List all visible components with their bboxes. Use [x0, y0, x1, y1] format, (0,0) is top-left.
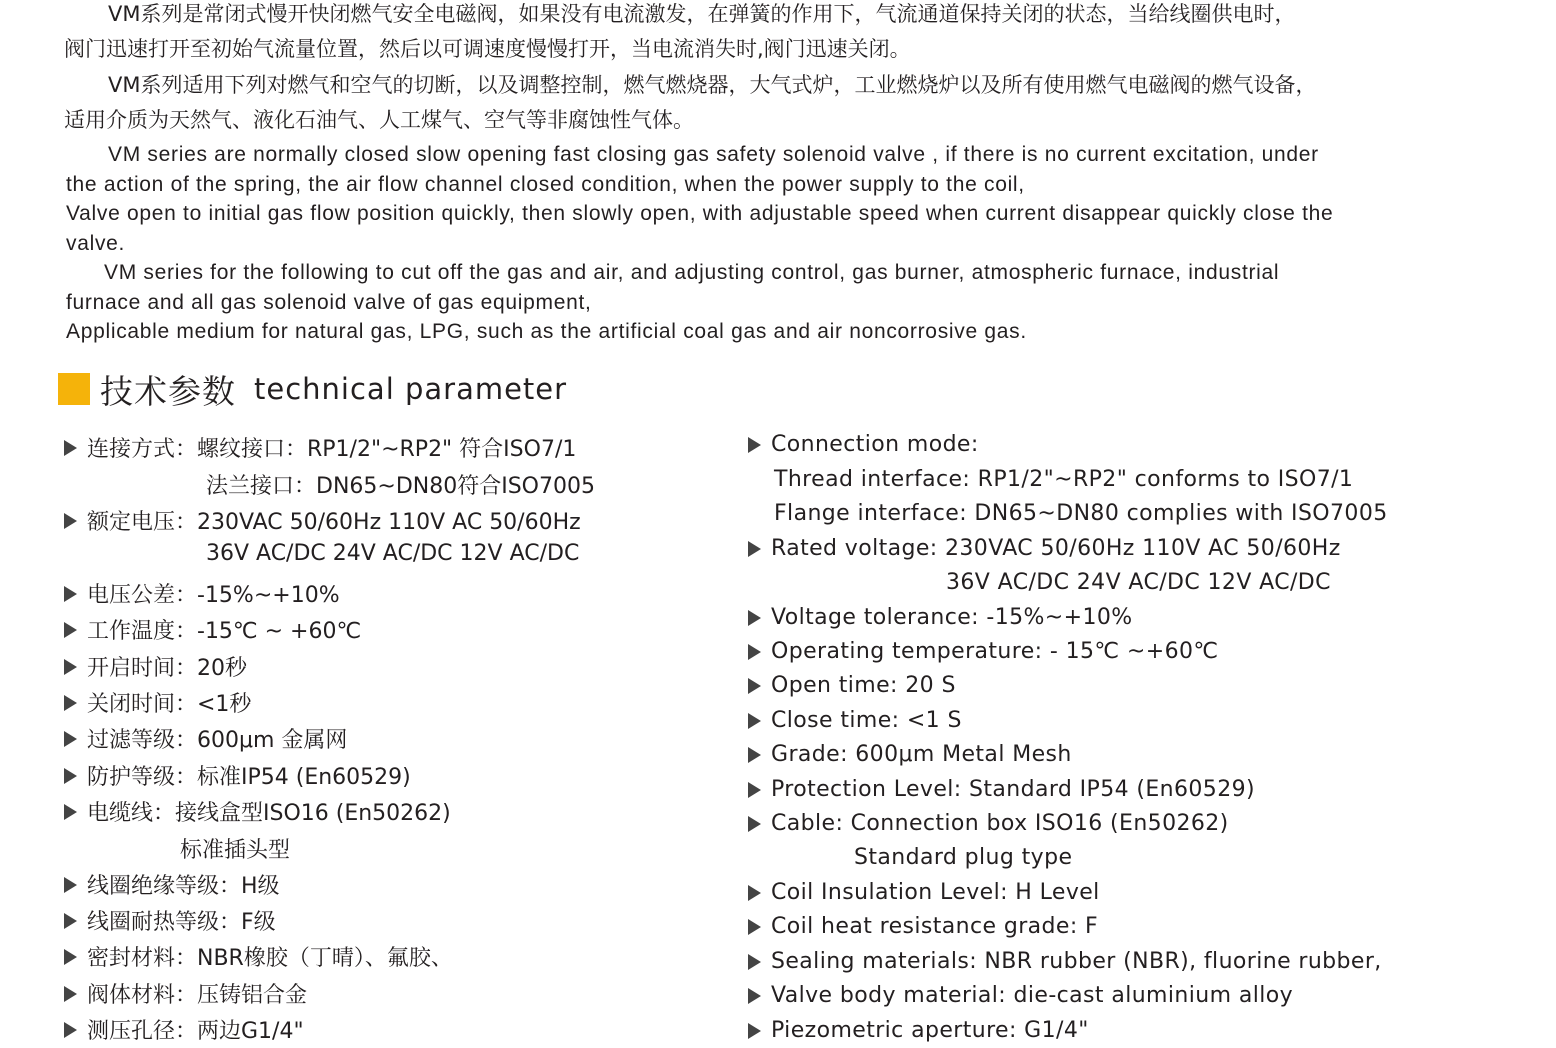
param-item: [64, 505, 581, 536]
param-item: [64, 760, 411, 791]
bullet-triangle-icon: [748, 437, 761, 453]
param-text: 额定电压：230VAC 50/60Hz 110V AC 50/60Hz: [87, 510, 581, 535]
bullet-triangle-icon: [64, 622, 77, 638]
param-text: 线圈耐热等级：F级: [87, 910, 276, 935]
param-text: 关闭时间：<1秒: [87, 692, 252, 717]
intro-en-text: VM series for the following to cut off the gas and air, and adjusting control, gas burner, atmospheric furnace, industrial: [104, 261, 1280, 284]
param-item: [64, 687, 251, 718]
bullet-triangle-icon: [748, 678, 761, 694]
param-text: 过滤等级：600μm 金属网: [87, 728, 348, 753]
param-text: Coil heat resistance grade: F: [771, 914, 1099, 939]
bullet-triangle-icon: [748, 541, 761, 557]
param-item: [748, 1018, 1089, 1043]
intro-en-line-5: [66, 258, 1486, 288]
section-title-zh: 技术参数: [100, 371, 236, 411]
param-item: [748, 983, 1293, 1008]
param-text: Coil Insulation Level: H Level: [771, 880, 1100, 905]
bullet-triangle-icon: [64, 768, 77, 784]
param-text: Voltage tolerance: -15%~+10%: [771, 605, 1133, 630]
param-text: 测压孔径：两边G1/4": [87, 1019, 304, 1044]
param-text: 线圈绝缘等级：H级: [87, 874, 280, 899]
bullet-triangle-icon: [748, 747, 761, 763]
param-item: [64, 723, 347, 754]
intro-en-line-6: furnace and all gas solenoid valve of gas equipment,: [66, 291, 592, 314]
intro-zh-text: VM系列适用下列对燃气和空气的切断，以及调整控制，燃气燃烧器，大气式炉，工业燃烧炉以及所有使用燃气电磁阀的燃气设备，: [108, 73, 1317, 97]
param-continuation: 标准插头型: [180, 838, 291, 863]
param-item: [748, 708, 962, 733]
param-item: [748, 914, 1098, 939]
param-text: Connection mode:: [771, 432, 979, 457]
intro-zh-line-4: 适用介质为天然气、液化石油气、人工煤气、空气等非腐蚀性气体。: [64, 108, 694, 132]
intro-zh-text: VM系列是常闭式慢开快闭燃气安全电磁阀，如果没有电流激发，在弹簧的作用下，气流通道保持关闭的状态，当给线圈供电时，: [108, 2, 1296, 26]
param-item: [64, 432, 576, 463]
param-item: [748, 673, 956, 698]
bullet-triangle-icon: [64, 1022, 77, 1038]
param-text: Piezometric aperture: G1/4": [771, 1018, 1089, 1043]
bullet-triangle-icon: [748, 816, 761, 832]
param-item: [748, 536, 1341, 561]
bullet-triangle-icon: [64, 695, 77, 711]
param-item: [748, 777, 1255, 802]
param-item: [748, 639, 1218, 664]
intro-en-text: VM series are normally closed slow opening fast closing gas safety solenoid valve , if there is no current excitation, under: [108, 143, 1319, 166]
bullet-triangle-icon: [748, 713, 761, 729]
param-item: [748, 949, 1382, 974]
param-text: 阀体材料：压铸铝合金: [87, 983, 308, 1008]
param-continuation: Flange interface: DN65~DN80 complies with ISO7005: [774, 501, 1388, 526]
param-item: [64, 614, 361, 645]
param-continuation: 36V AC/DC 24V AC/DC 12V AC/DC: [206, 541, 580, 566]
bullet-triangle-icon: [64, 731, 77, 747]
param-continuation: 36V AC/DC 24V AC/DC 12V AC/DC: [946, 570, 1331, 595]
intro-en-line-2: the action of the spring, the air flow channel closed condition, when the power supply to the coil,: [66, 173, 1025, 196]
section-title-en: technical parameter: [254, 372, 568, 406]
param-text: Rated voltage: 230VAC 50/60Hz 110V AC 50/60Hz: [771, 536, 1341, 561]
param-item: [748, 811, 1229, 836]
bullet-triangle-icon: [64, 804, 77, 820]
param-text: 防护等级：标准IP54 (En60529): [87, 765, 411, 790]
param-item: [64, 905, 276, 936]
param-item: [64, 796, 451, 827]
bullet-triangle-icon: [748, 644, 761, 660]
bullet-triangle-icon: [748, 885, 761, 901]
param-text: Cable: Connection box ISO16 (En50262): [771, 811, 1229, 836]
param-text: Protection Level: Standard IP54 (En60529): [771, 777, 1255, 802]
param-text: 电压公差：-15%~+10%: [87, 583, 340, 608]
intro-en-line-4: valve.: [66, 232, 126, 255]
bullet-triangle-icon: [748, 782, 761, 798]
param-continuation: 法兰接口：DN65~DN80符合ISO7005: [206, 474, 595, 499]
intro-zh-line-2: 阀门迅速打开至初始气流量位置，然后以可调速度慢慢打开，当电流消失时,阀门迅速关闭。: [64, 37, 911, 61]
param-item: [64, 651, 247, 682]
bullet-triangle-icon: [748, 610, 761, 626]
param-text: Operating temperature: - 15℃ ~+60℃: [771, 639, 1219, 664]
param-item: [748, 432, 979, 457]
param-text: Close time: <1 S: [771, 708, 962, 733]
param-continuation: Thread interface: RP1/2"~RP2" conforms to ISO7/1: [774, 467, 1354, 492]
param-text: 密封材料：NBR橡胶（丁晴）、氟胶、: [87, 946, 453, 971]
intro-en-line-7: Applicable medium for natural gas, LPG, such as the artificial coal gas and air noncorrosive gas.: [66, 320, 1027, 343]
param-item: [64, 869, 280, 900]
param-item: [748, 742, 1072, 767]
intro-en-line-1: [66, 140, 1486, 170]
section-title: [58, 364, 567, 414]
bullet-triangle-icon: [64, 659, 77, 675]
bullet-triangle-icon: [748, 954, 761, 970]
bullet-triangle-icon: [748, 919, 761, 935]
bullet-triangle-icon: [64, 913, 77, 929]
param-text: 电缆线：接线盒型ISO16 (En50262): [87, 801, 451, 826]
param-item: [64, 1014, 304, 1045]
param-item: [64, 578, 340, 609]
param-text: Grade: 600μm Metal Mesh: [771, 742, 1072, 767]
section-marker-square: [58, 373, 90, 405]
param-text: Sealing materials: NBR rubber (NBR), fluorine rubber,: [771, 949, 1382, 974]
bullet-triangle-icon: [64, 586, 77, 602]
bullet-triangle-icon: [64, 949, 77, 965]
param-text: 连接方式：螺纹接口：RP1/2"~RP2" 符合ISO7/1: [87, 437, 577, 462]
bullet-triangle-icon: [64, 440, 77, 456]
intro-zh-line-1: [64, 0, 1484, 32]
param-text: Valve body material: die-cast aluminium alloy: [771, 983, 1294, 1008]
bullet-triangle-icon: [64, 877, 77, 893]
bullet-triangle-icon: [64, 986, 77, 1002]
param-text: 开启时间：20秒: [87, 656, 247, 681]
param-text: Open time: 20 S: [771, 673, 956, 698]
intro-en-line-3: Valve open to initial gas flow position quickly, then slowly open, with adjustable speed when current disappear quickly close the: [66, 202, 1334, 225]
bullet-triangle-icon: [64, 513, 77, 529]
bullet-triangle-icon: [748, 988, 761, 1004]
param-text: 工作温度：-15℃ ~ +60℃: [87, 619, 362, 644]
param-continuation: Standard plug type: [854, 845, 1073, 870]
bullet-triangle-icon: [748, 1023, 761, 1039]
intro-zh-line-3: [64, 68, 1484, 103]
param-item: [64, 941, 453, 972]
param-item: [748, 605, 1133, 630]
param-item: [748, 880, 1100, 905]
param-item: [64, 978, 307, 1009]
